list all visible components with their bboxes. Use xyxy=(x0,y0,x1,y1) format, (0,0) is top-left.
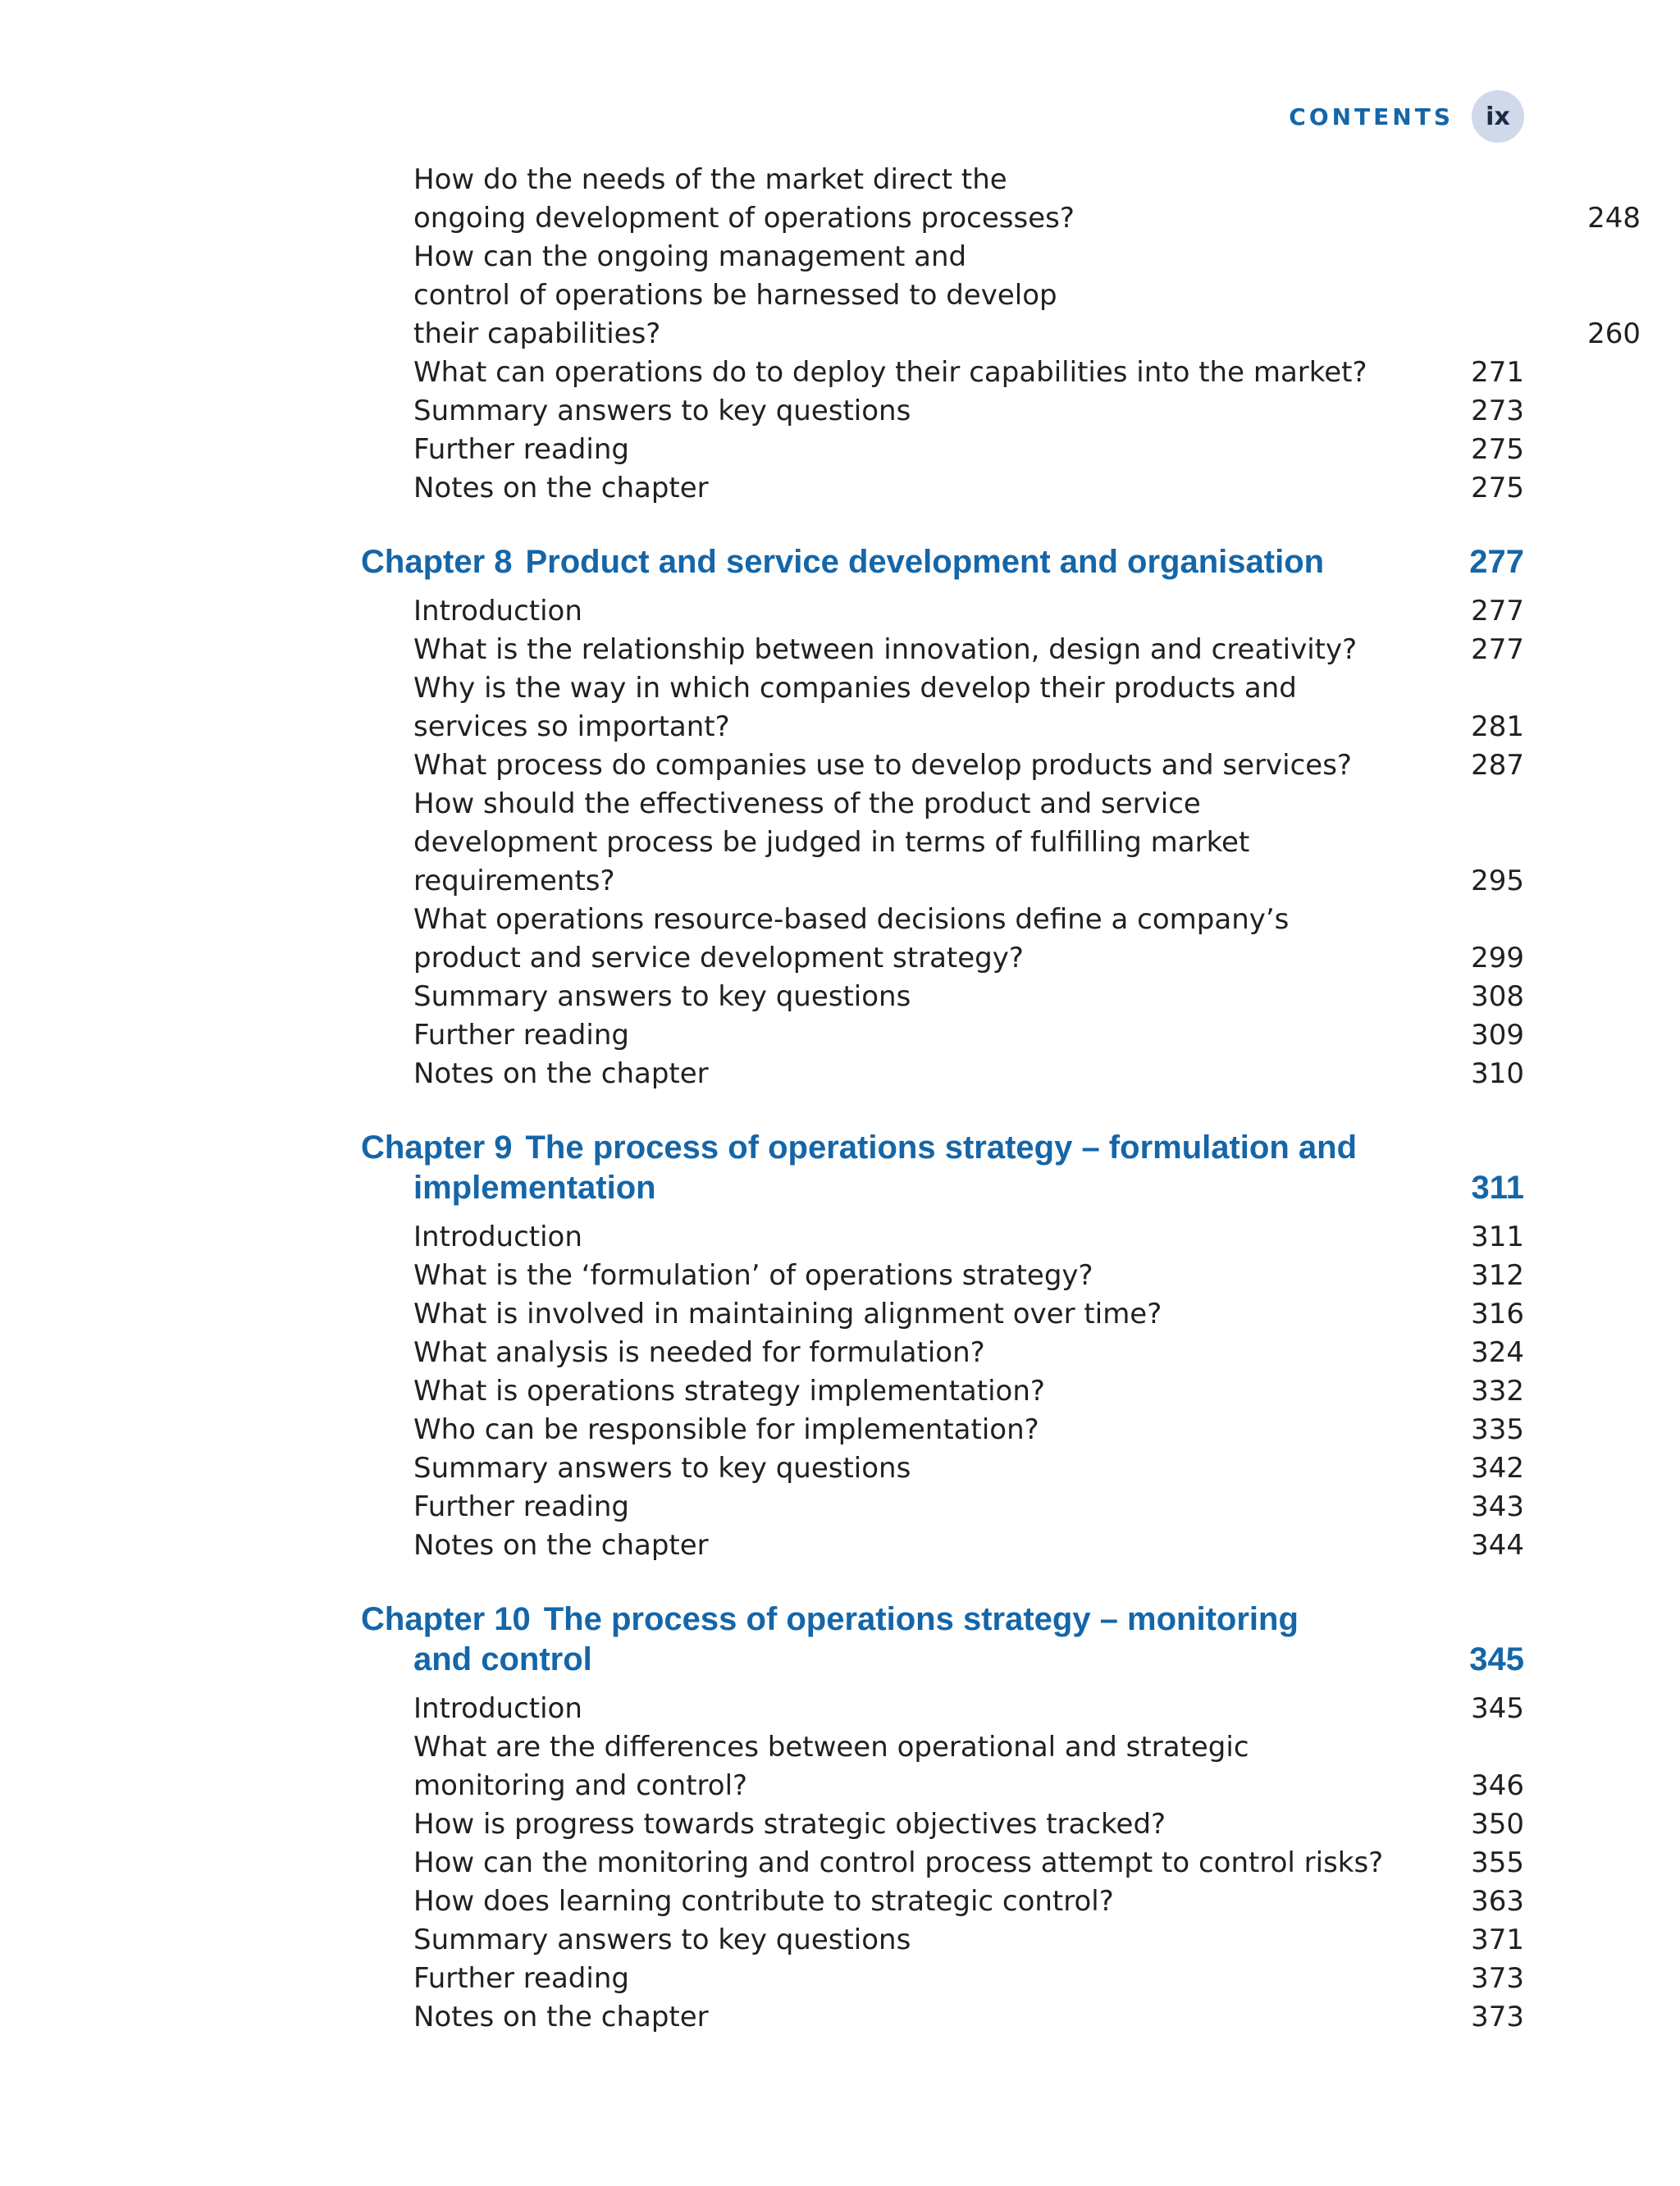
chapter-heading[interactable] xyxy=(361,1600,1524,1680)
toc-entry-page: 287 xyxy=(1471,749,1524,782)
toc-entry-page: 335 xyxy=(1471,1413,1524,1446)
chapter-section xyxy=(361,1600,1524,2037)
toc-entry[interactable] xyxy=(413,592,1524,631)
toc-entry-title: Further reading xyxy=(413,433,629,466)
toc-entry-title: How do the needs of the market direct the ongoing development of operations processes? xyxy=(413,163,1075,235)
toc-entry[interactable] xyxy=(413,1844,1524,1883)
toc-entry-page: 363 xyxy=(1471,1885,1524,1918)
toc-entry-title: Notes on the chapter xyxy=(413,2001,709,2033)
toc-entry-page: 332 xyxy=(1471,1375,1524,1408)
toc-entry-page: 350 xyxy=(1471,1808,1524,1841)
toc-entry-page: 373 xyxy=(1471,1962,1524,1995)
toc-entry[interactable] xyxy=(413,469,1524,508)
chapter-heading-text xyxy=(361,1128,1414,1208)
toc-entry-page: 275 xyxy=(1471,433,1524,466)
page-folio: ix xyxy=(1472,90,1524,143)
chapter-heading[interactable] xyxy=(361,1128,1524,1208)
toc-entry[interactable] xyxy=(413,631,1524,669)
toc-entry-title: What analysis is needed for formulation? xyxy=(413,1336,985,1369)
chapter-page: 311 xyxy=(1471,1170,1524,1206)
toc-entry-title: How should the effectiveness of the product and service development process be judged in terms of fulfilling market requirements? xyxy=(413,787,1250,897)
toc-entry-page: 248 xyxy=(1587,202,1641,235)
chapter-title: The process of operations strategy – monitoring and control xyxy=(413,1601,1299,1677)
toc-entry-page: 310 xyxy=(1471,1057,1524,1090)
chapter-number: Chapter 9 xyxy=(361,1130,513,1166)
toc-entry-title: What is operations strategy implementation? xyxy=(413,1375,1045,1408)
toc-entry[interactable] xyxy=(413,1921,1524,1960)
toc-entry-title: Further reading xyxy=(413,1490,629,1523)
toc-entry-title: What is involved in maintaining alignment over time? xyxy=(413,1298,1162,1330)
toc-entry-title: What operations resource-based decisions define a company’s product and service development strategy? xyxy=(413,903,1290,974)
toc-entry[interactable] xyxy=(413,669,1524,746)
toc-entry[interactable] xyxy=(413,1449,1524,1488)
toc-entry[interactable] xyxy=(413,238,1641,354)
toc-entry[interactable] xyxy=(413,1883,1524,1921)
toc-entry-title: Summary answers to key questions xyxy=(413,395,911,427)
toc-entry-page: 371 xyxy=(1471,1924,1524,1956)
toc-entry[interactable] xyxy=(413,1960,1524,1998)
toc-entry-page: 373 xyxy=(1471,2001,1524,2033)
toc-entry[interactable] xyxy=(413,431,1524,469)
toc-entry-page: 344 xyxy=(1471,1529,1524,1562)
chapter-section xyxy=(361,1128,1524,1565)
chapter-title: Product and service development and organisation xyxy=(525,544,1325,580)
toc-entry[interactable] xyxy=(413,1055,1524,1093)
toc-entry[interactable] xyxy=(413,1728,1524,1805)
toc-entry-page: 355 xyxy=(1471,1846,1524,1879)
toc-entry-title: How can the ongoing management and control of operations be harnessed to develop their capabilities? xyxy=(413,240,1057,350)
chapter-page: 345 xyxy=(1469,1641,1524,1677)
continued-section xyxy=(361,161,1641,508)
toc-entry[interactable] xyxy=(413,1218,1524,1257)
toc-entry-page: 312 xyxy=(1471,1259,1524,1292)
toc-entry-title: Introduction xyxy=(413,595,582,628)
toc-entry[interactable] xyxy=(413,1257,1524,1295)
toc-entry-title: Who can be responsible for implementation? xyxy=(413,1413,1039,1446)
toc-entry-page: 295 xyxy=(1471,865,1524,897)
toc-entry-page: 311 xyxy=(1471,1221,1524,1253)
table-of-contents xyxy=(361,161,1641,2037)
toc-entry-page: 324 xyxy=(1471,1336,1524,1369)
toc-entry-title: Summary answers to key questions xyxy=(413,980,911,1013)
toc-entry[interactable] xyxy=(413,1690,1524,1728)
toc-entry[interactable] xyxy=(413,785,1524,901)
toc-entry[interactable] xyxy=(413,1998,1524,2037)
toc-entry-page: 273 xyxy=(1471,395,1524,427)
toc-entry-page: 271 xyxy=(1471,356,1524,389)
chapter-number: Chapter 8 xyxy=(361,544,513,580)
toc-entry-page: 275 xyxy=(1471,472,1524,504)
toc-entry-title: Why is the way in which companies develop their products and services so important? xyxy=(413,672,1297,743)
toc-entry-page: 316 xyxy=(1471,1298,1524,1330)
toc-entry-title: What are the differences between operational and strategic monitoring and control? xyxy=(413,1731,1249,1802)
toc-entry-page: 346 xyxy=(1471,1769,1524,1802)
toc-entry-title: How can the monitoring and control process attempt to control risks? xyxy=(413,1846,1384,1879)
chapter-heading-text xyxy=(361,1600,1365,1680)
toc-entry-title: Notes on the chapter xyxy=(413,472,709,504)
chapter-heading-text xyxy=(361,542,1409,582)
toc-entry-page: 281 xyxy=(1471,710,1524,743)
toc-entry-page: 345 xyxy=(1471,1692,1524,1725)
toc-entry-page: 309 xyxy=(1471,1019,1524,1052)
toc-entry-page: 342 xyxy=(1471,1452,1524,1485)
toc-entry[interactable] xyxy=(413,1805,1524,1844)
toc-entry[interactable] xyxy=(413,1527,1524,1565)
toc-entry[interactable] xyxy=(413,354,1524,392)
running-header-label: CONTENTS xyxy=(1289,103,1454,130)
chapter-number: Chapter 10 xyxy=(361,1601,531,1637)
toc-entry[interactable] xyxy=(413,161,1641,238)
toc-entry-title: Introduction xyxy=(413,1221,582,1253)
toc-entry[interactable] xyxy=(413,1372,1524,1411)
toc-entry-title: Further reading xyxy=(413,1962,629,1995)
toc-entry-page: 277 xyxy=(1471,633,1524,666)
chapter-title: The process of operations strategy – formulation and implementation xyxy=(413,1130,1358,1206)
toc-entry-title: Further reading xyxy=(413,1019,629,1052)
toc-entry-page: 277 xyxy=(1471,595,1524,628)
toc-entry-page: 260 xyxy=(1587,317,1641,350)
toc-entry-title: What process do companies use to develop products and services? xyxy=(413,749,1352,782)
toc-entry-title: What is the relationship between innovation, design and creativity? xyxy=(413,633,1358,666)
toc-entry-title: Introduction xyxy=(413,1692,582,1725)
toc-entry-title: What can operations do to deploy their capabilities into the market? xyxy=(413,356,1367,389)
toc-entry[interactable] xyxy=(413,978,1524,1016)
toc-entry[interactable] xyxy=(413,1334,1524,1372)
toc-entry-title: Notes on the chapter xyxy=(413,1529,709,1562)
toc-entry[interactable] xyxy=(413,1411,1524,1449)
running-header xyxy=(1289,90,1524,143)
toc-entry-page: 299 xyxy=(1471,942,1524,974)
toc-entry-title: What is the ‘formulation’ of operations strategy? xyxy=(413,1259,1093,1292)
chapter-heading[interactable] xyxy=(361,542,1524,582)
toc-entry-page: 343 xyxy=(1471,1490,1524,1523)
toc-entry-title: How does learning contribute to strategic control? xyxy=(413,1885,1114,1918)
toc-entry-title: Notes on the chapter xyxy=(413,1057,709,1090)
toc-entry[interactable] xyxy=(413,1488,1524,1527)
chapter-page: 277 xyxy=(1469,544,1524,580)
chapter-section xyxy=(361,542,1524,1093)
toc-entry-title: Summary answers to key questions xyxy=(413,1924,911,1956)
toc-entry[interactable] xyxy=(413,901,1524,978)
toc-entry-title: How is progress towards strategic objectives tracked? xyxy=(413,1808,1166,1841)
toc-entry[interactable] xyxy=(413,1295,1524,1334)
toc-entry-page: 308 xyxy=(1471,980,1524,1013)
toc-entry[interactable] xyxy=(413,746,1524,785)
toc-entry[interactable] xyxy=(413,1016,1524,1055)
toc-entry-title: Summary answers to key questions xyxy=(413,1452,911,1485)
toc-entry[interactable] xyxy=(413,392,1524,431)
